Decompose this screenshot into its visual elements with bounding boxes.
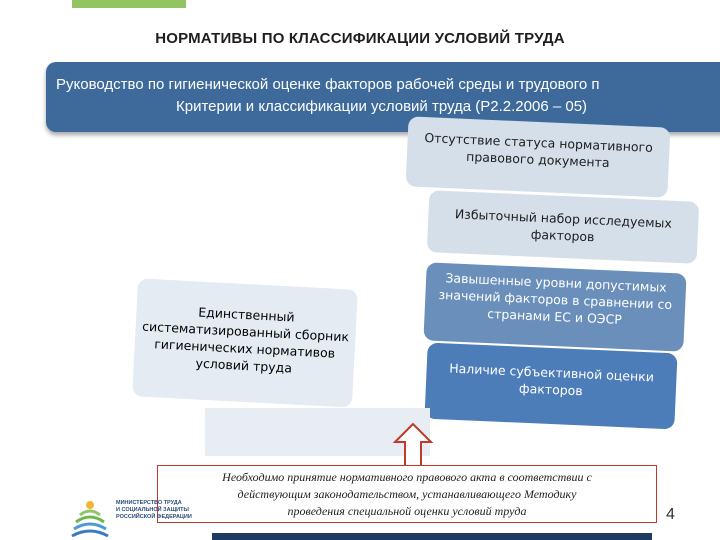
card-excess-factors-text: Избыточный набор исследуемых факторов [454, 206, 673, 245]
card-high-levels-text: Завышенные уровни допустимых значений факторов в сравнении со странами ЕС и ОЭСР [438, 270, 673, 327]
bottom-bar [212, 533, 652, 540]
ministry-emblem-icon [68, 496, 112, 540]
callout-line-3: проведения специальной оценки условий труда [287, 504, 527, 518]
logo-line-2: И СОЦИАЛЬНОЙ ЗАЩИТЫ [116, 507, 189, 513]
logo-line-1: МИНИСТЕРСТВО ТРУДА [116, 500, 182, 506]
card-no-status-text: Отсутствие статуса нормативного правового документа [424, 130, 654, 171]
ministry-logo-text [116, 500, 192, 521]
page-number: 4 [666, 506, 675, 523]
banner-line-2: Критерии и классификации условий труда (Р2.2.2006 – 05) [176, 98, 588, 115]
banner-line-1: Руководство по гигиенической оценке факторов рабочей среды и трудового п [56, 76, 600, 93]
callout-line-1: Необходимо принятие нормативного правового акта в соответствии с [222, 470, 592, 484]
card-subjective-assessment-text: Наличие субъективной оценки факторов [448, 360, 655, 399]
conclusion-callout [157, 465, 657, 523]
logo-line-3: РОССИЙСКОЙ ФЕДЕРАЦИИ [116, 514, 192, 520]
page-title: НОРМАТИВЫ ПО КЛАССИФИКАЦИИ УСЛОВИЙ ТРУДА [155, 30, 565, 47]
card-single-collection-text: Единственный систематизированный сборник гигиенических нормативов условий труда [141, 304, 350, 376]
callout-line-2: действующим законодательством, устанавливающего Методику [237, 487, 577, 501]
